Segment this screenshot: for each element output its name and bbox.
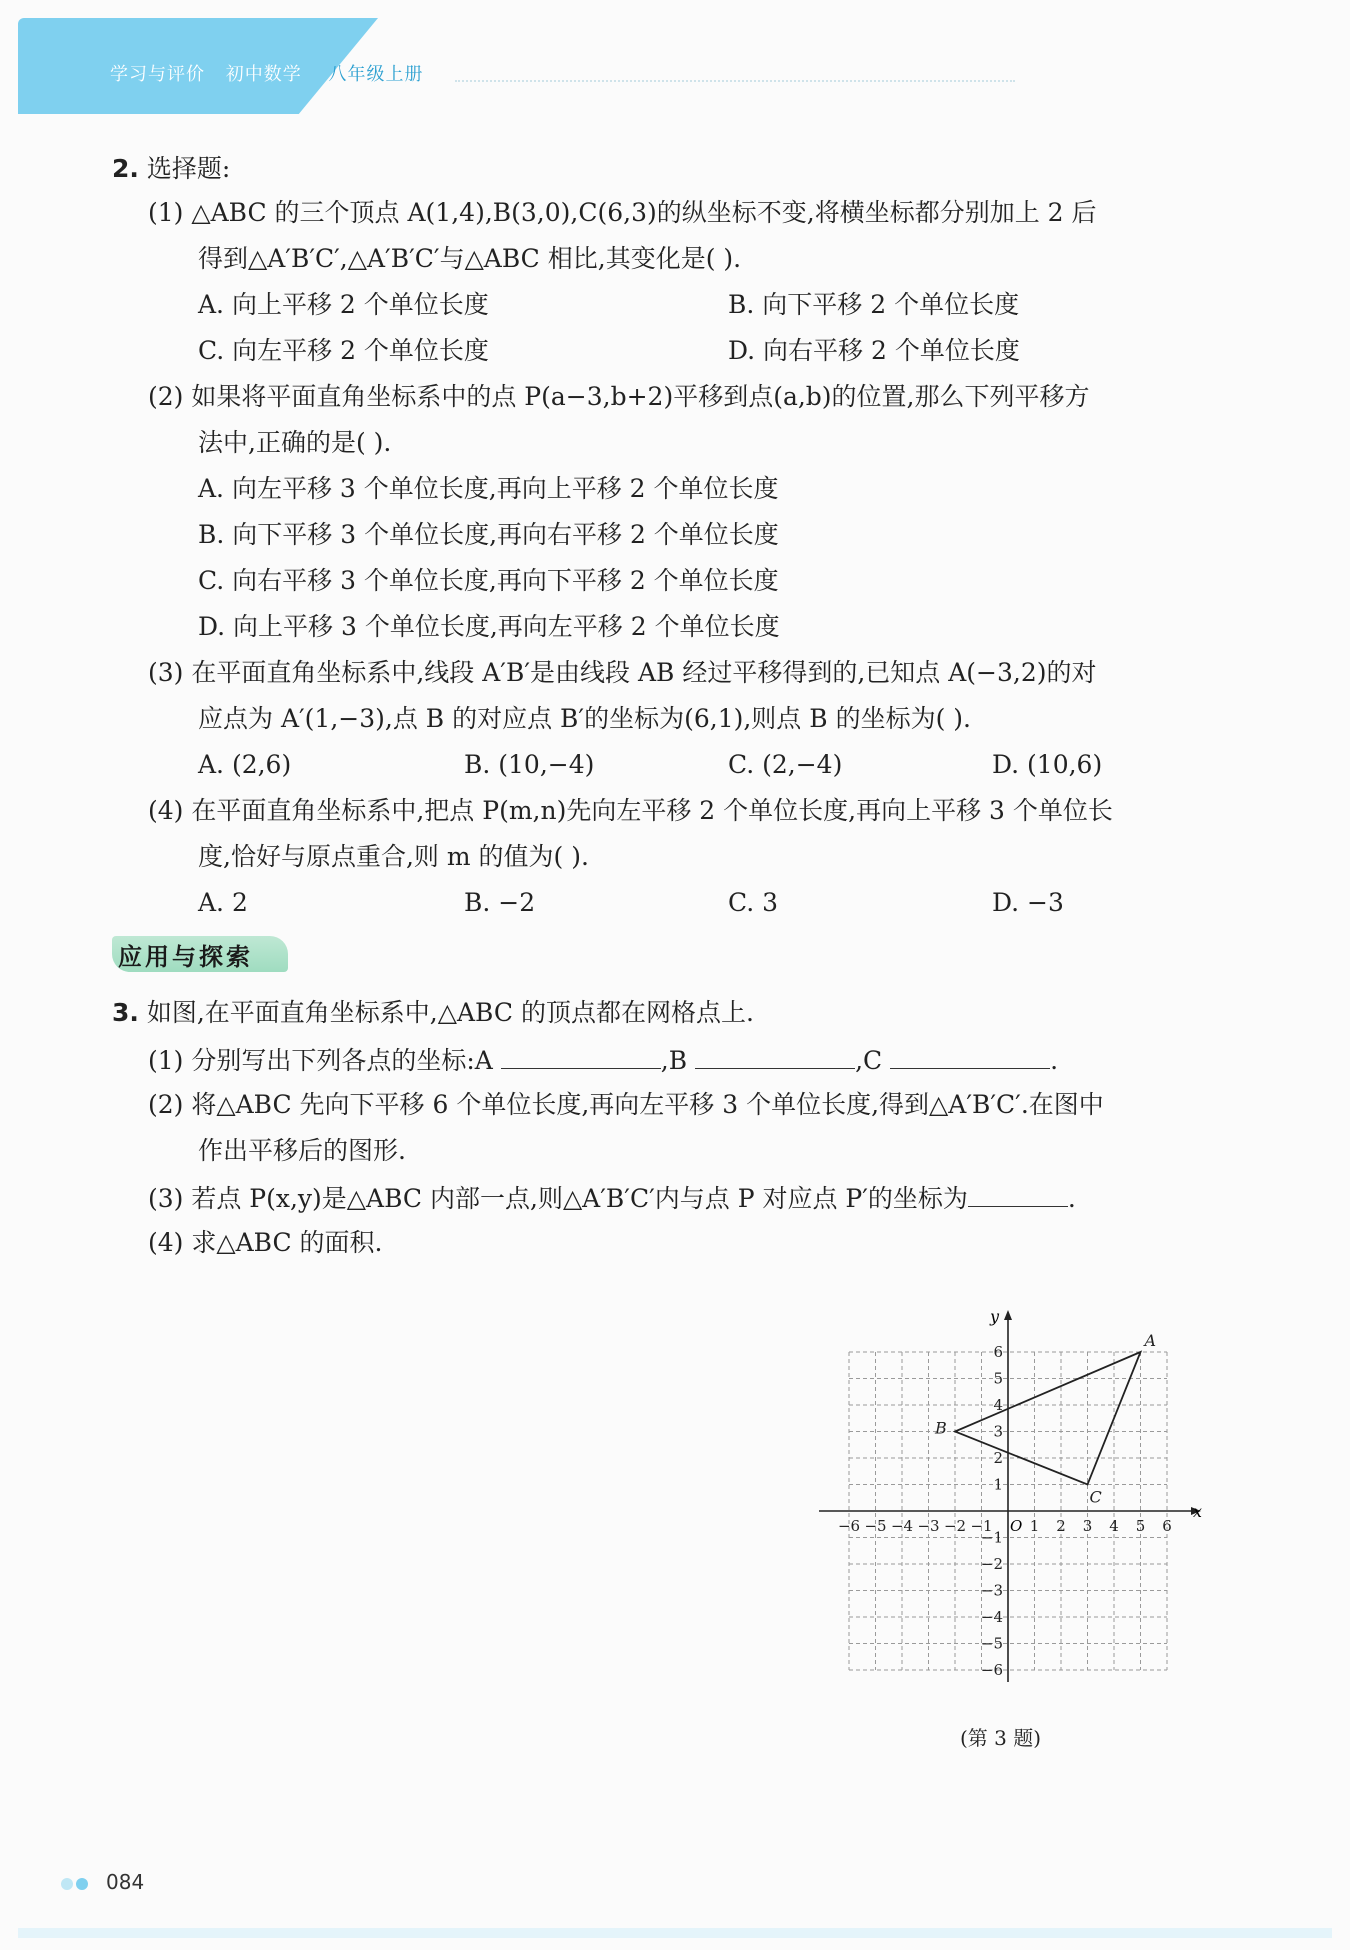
q2-1-option-c: C. 向左平移 2 个单位长度 [198, 336, 489, 365]
x-tick-label: −4 [890, 1517, 914, 1535]
header-divider [455, 80, 1015, 82]
q2-4-line1: (4) 在平面直角坐标系中,把点 P(m,n)先向左平移 2 个单位长度,再向上平移 3 个单位长 [148, 796, 1113, 825]
q2-3-line2: 应点为 A′(1,−3),点 B 的对应点 B′的坐标为(6,1),则点 B 的坐标为( ). [198, 704, 971, 733]
y-tick-label: −6 [980, 1661, 1003, 1679]
q2-4-option-c: C. 3 [728, 888, 779, 917]
q2-2-line1: (2) 如果将平面直角坐标系中的点 P(a−3,b+2)平移到点(a,b)的位置,那么下列平移方 [148, 382, 1090, 411]
y-tick-label: 3 [993, 1422, 1003, 1441]
page-number: 084 [106, 1870, 145, 1894]
q3-1-blank-a[interactable] [501, 1042, 661, 1069]
q2-3-option-a: A. (2,6) [198, 750, 292, 779]
dot-dark [76, 1878, 88, 1890]
x-tick-label: −1 [970, 1517, 993, 1535]
figure-caption: (第 3 题) [960, 1726, 1042, 1750]
q2-number: 2. [112, 154, 139, 183]
x-tick-label: 4 [1109, 1517, 1119, 1535]
q2-2-option-b: B. 向下平移 3 个单位长度,再向右平移 2 个单位长度 [198, 520, 779, 549]
q2-1-line1: (1) △ABC 的三个顶点 A(1,4),B(3,0),C(6,3)的纵坐标不变,将横坐标都分别加上 2 后 [148, 198, 1097, 227]
page-dots [60, 1876, 100, 1892]
y-tick-label: 6 [993, 1343, 1003, 1361]
q3-3-prefix: (3) 若点 P(x,y)是△ABC 内部一点,则△A′B′C′内与点 P 对应点 P′的坐标为 [148, 1184, 968, 1213]
header-series: 学习与评价 [110, 64, 205, 85]
vertex-label-c: C [1089, 1487, 1102, 1507]
x-tick-label: −5 [864, 1517, 887, 1535]
q2-2-option-a: A. 向左平移 3 个单位长度,再向上平移 2 个单位长度 [198, 474, 779, 503]
y-tick-label: 5 [993, 1369, 1003, 1388]
section-title: 应用与探索 [118, 943, 253, 971]
header-title [110, 60, 437, 86]
q3-3-end: . [1067, 1184, 1076, 1213]
q2-3-line1: (3) 在平面直角坐标系中,线段 A′B′是由线段 AB 经过平移得到的,已知点 A(−3,2)的对 [148, 658, 1097, 687]
q2-1-option-b: B. 向下平移 2 个单位长度 [728, 290, 1020, 319]
origin-label: O [1010, 1517, 1023, 1535]
y-tick-label: −5 [980, 1634, 1003, 1653]
q3-1-label-c: ,C [855, 1046, 883, 1075]
x-tick-label: 3 [1082, 1517, 1093, 1535]
q2-4-line2: 度,恰好与原点重合,则 m 的值为( ). [198, 842, 589, 871]
axes [819, 1310, 1201, 1682]
x-tick-label: 5 [1135, 1517, 1146, 1535]
q2-1-line2: 得到△A′B′C′,△A′B′C′与△ABC 相比,其变化是( ). [198, 244, 742, 273]
q2-2-option-d: D. 向上平移 3 个单位长度,再向左平移 2 个单位长度 [198, 612, 780, 641]
x-tick-label: −2 [943, 1517, 967, 1535]
header-grade: 八年级上册 [328, 64, 424, 85]
q2-3-option-d: D. (10,6) [992, 750, 1103, 779]
q2-2-line2: 法中,正确的是( ). [198, 428, 392, 457]
q2-3-option-c: C. (2,−4) [728, 750, 843, 779]
y-axis-arrow [1004, 1310, 1012, 1320]
vertex-label-a: A [1144, 1331, 1157, 1350]
q3-1-line [148, 1042, 1058, 1078]
y-tick-label: −4 [980, 1608, 1003, 1626]
x-tick-label: 2 [1056, 1517, 1066, 1535]
q3-3-line [148, 1180, 1076, 1216]
q3-1-end: . [1050, 1046, 1059, 1075]
y-tick-label: 2 [993, 1449, 1003, 1467]
q3-1-prefix: (1) 分别写出下列各点的坐标:A [148, 1046, 493, 1075]
x-tick-label: 1 [1029, 1517, 1040, 1535]
y-tick-label: −1 [980, 1528, 1003, 1547]
q2-1-option-a: A. 向上平移 2 个单位长度 [198, 290, 489, 319]
q2-4-option-d: D. −3 [992, 888, 1064, 917]
header-subject: 初中数学 [225, 64, 302, 85]
x-tick-label: −6 [837, 1517, 861, 1535]
q2-4-option-b: B. −2 [464, 888, 536, 917]
coordinate-graph [808, 1285, 1228, 1705]
x-tick-label: −3 [917, 1517, 940, 1535]
q3-1-blank-c[interactable] [890, 1042, 1050, 1069]
q2-4-option-a: A. 2 [198, 888, 248, 917]
q2-title: 选择题: [146, 154, 231, 183]
q3-number: 3. [112, 998, 139, 1027]
y-tick-label: −2 [980, 1555, 1003, 1573]
q3-1-blank-b[interactable] [695, 1042, 855, 1069]
q3-stem: 如图,在平面直角坐标系中,△ABC 的顶点都在网格点上. [146, 998, 754, 1027]
triangle-abc [934, 1331, 1156, 1507]
y-tick-label: 1 [993, 1475, 1003, 1494]
tick-labels [838, 1307, 1202, 1679]
x-axis-label: x [1193, 1502, 1203, 1521]
dot-light [61, 1878, 73, 1890]
vertex-label-b: B [935, 1418, 947, 1438]
q3-3-blank[interactable] [968, 1180, 1068, 1207]
footer-bar [18, 1928, 1332, 1938]
q3-1-label-b: ,B [660, 1046, 688, 1075]
y-axis-label: y [990, 1307, 1000, 1326]
q2-heading [112, 152, 230, 186]
triangle-edges [955, 1352, 1141, 1485]
q2-3-option-b: B. (10,−4) [464, 750, 595, 779]
y-tick-label: −3 [980, 1581, 1003, 1600]
y-tick-label: 4 [993, 1396, 1003, 1414]
q3-2-line2: 作出平移后的图形. [198, 1136, 406, 1165]
q3-2-line1: (2) 将△ABC 先向下平移 6 个单位长度,再向左平移 3 个单位长度,得到△A′B′C′.在图中 [148, 1090, 1104, 1119]
x-tick-label: 6 [1162, 1517, 1172, 1535]
q2-1-option-d: D. 向右平移 2 个单位长度 [728, 336, 1020, 365]
q3-stem-line [112, 996, 754, 1030]
q2-2-option-c: C. 向右平移 3 个单位长度,再向下平移 2 个单位长度 [198, 566, 779, 595]
q3-4-line: (4) 求△ABC 的面积. [148, 1228, 383, 1257]
